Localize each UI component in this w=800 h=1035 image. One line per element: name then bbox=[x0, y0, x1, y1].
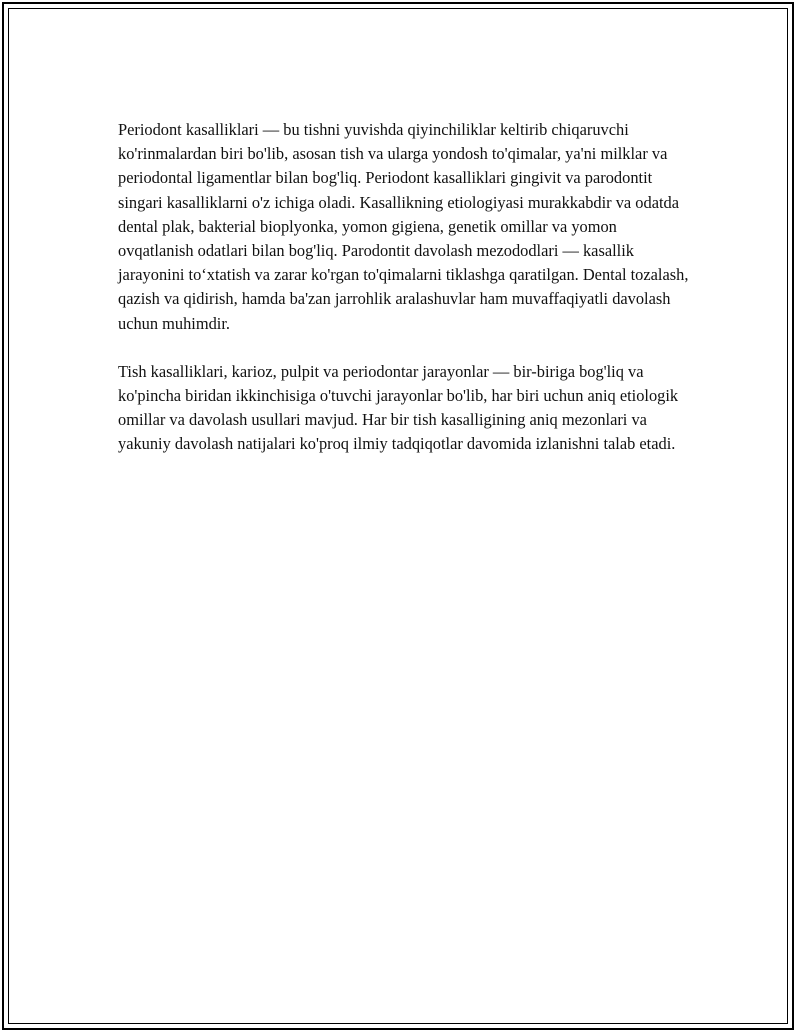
paragraph-dental-diseases: Tish kasalliklari, karioz, pulpit va periodontar jarayonlar — bir-biriga bog'liq va ko'pincha biridan ikkinchisiga o'tuvchi jarayonlar bo'lib, har biri uchun aniq etiologik omillar va davolash usullari mavjud. Har bir tish kasalligining aniq mezonlari va yakuniy davolash natijalari ko'proq ilmiy tadqiqotlar davomida izlanishni talab etadi. bbox=[118, 361, 679, 454]
document-body bbox=[118, 118, 690, 481]
paragraph-periodontal-diseases: Periodont kasalliklari — bu tishni yuvishda qiyinchiliklar keltirib chiqaruvchi ko'rinmalardan biri bo'lib, asosan tish va ularga yondosh to'qimalar, ya'ni milklar va periodontal ligamentlar bilan bog'liq. Periodont kasalliklari gingivit va parodontit singari kasalliklarni o'z ichiga oladi. Kasallikning etiologiyasi murakkabdir va odatda dental plak, bakterial bioplyonka, yomon gigiena, genetik omillar va yomon ovqatlanish odatlari bilan bog'liq. Parodontit davolash mezododlari — kasallik jarayonini to‘xtatish va zarar ko'rgan to'qimalarni tiklashga qaratilgan. Dental tozalash, qazish va qidirish, hamda ba'zan jarrohlik aralashuvlar ham muvaffaqiyatli davolash uchun muhimdir. bbox=[118, 120, 689, 333]
